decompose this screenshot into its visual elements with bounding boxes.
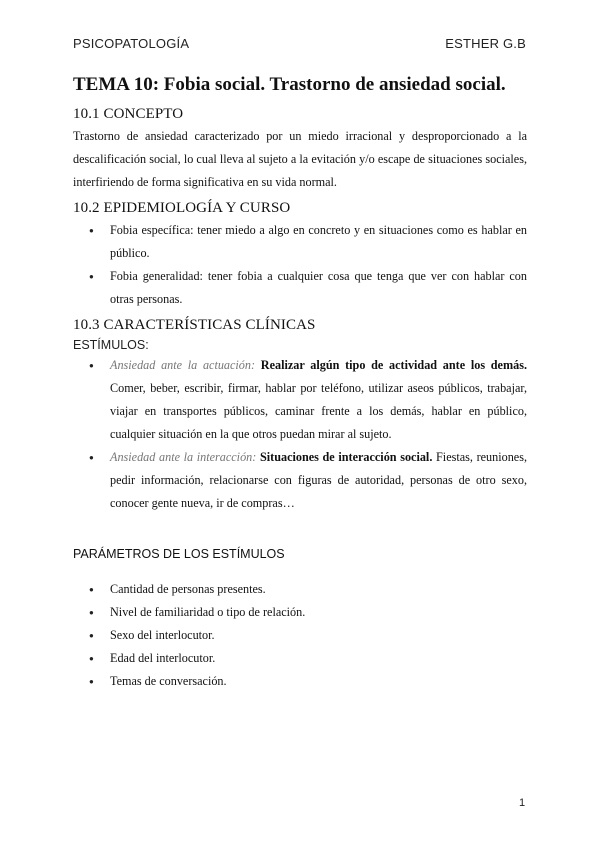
list-item: ● Fobia generalidad: tener fobia a cualquier cosa que tenga que ver con hablar con otras personas. (73, 265, 527, 311)
item-bold: Situaciones de interacción social. (259, 450, 433, 464)
list-item: ● Edad del interlocutor. (73, 647, 527, 670)
list-item: ● Cantidad de personas presentes. (73, 578, 527, 601)
estimulos-list (73, 354, 527, 515)
parametros-title: PARÁMETROS DE LOS ESTÍMULOS (73, 547, 285, 561)
item-text: Fiestas, reuniones, pedir información, relacionarse con figuras de autoridad, personas de otro sexo, conocer gente nueva, ir de compras… (110, 450, 528, 510)
list-item: ● Nivel de familiaridad o tipo de relación. (73, 601, 527, 624)
document-body (73, 72, 527, 693)
parametros-list (73, 578, 527, 693)
item-label: Ansiedad ante la interacción: (110, 450, 257, 464)
page-header (73, 36, 526, 51)
list-item (73, 446, 527, 515)
header-subject: PSICOPATOLOGÍA (73, 36, 190, 51)
list-item: ● Fobia específica: tener miedo a algo en concreto y en situaciones como es hablar en público. (73, 219, 527, 265)
document-title: TEMA 10: Fobia social. Trastorno de ansiedad social. (73, 74, 506, 95)
item-text: Comer, beber, escribir, firmar, hablar por teléfono, utilizar aseos públicos, trabajar, viajar en transportes públicos, caminar frente a los demás, hablar en público, cualquier situación en la que otros puedan mirar al sujeto. (110, 381, 527, 441)
page-number: 1 (519, 797, 526, 809)
epidemiologia-list (73, 219, 527, 311)
item-bold: Realizar algún tipo de actividad ante los demás. (260, 358, 527, 372)
section-heading-concepto: 10.1 CONCEPTO (73, 106, 184, 122)
concepto-paragraph: Trastorno de ansiedad caracterizado por un miedo irracional y desproporcionado a la descalificación social, lo cual lleva al sujeto a la evitación y/o escape de situaciones sociales, interfiriendo de forma significativa en su vida normal. (73, 129, 527, 189)
list-item (73, 354, 527, 446)
section-heading-caracteristicas: 10.3 CARACTERÍSTICAS CLÍNICAS (73, 317, 316, 333)
list-item: ● Temas de conversación. (73, 670, 527, 693)
estimulos-label: ESTÍMULOS: (73, 338, 149, 352)
list-item: ● Sexo del interlocutor. (73, 624, 527, 647)
section-heading-epidemiologia: 10.2 EPIDEMIOLOGÍA Y CURSO (73, 200, 291, 216)
item-label: Ansiedad ante la actuación: (110, 358, 256, 372)
header-author: ESTHER G.B (445, 36, 526, 51)
